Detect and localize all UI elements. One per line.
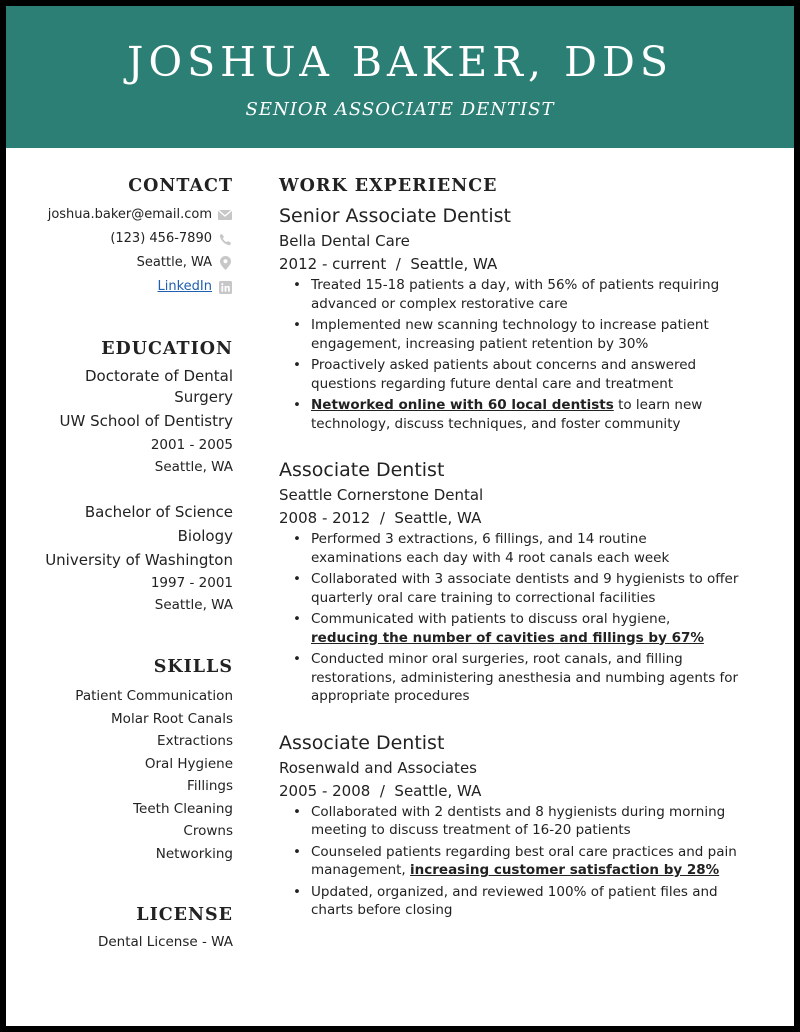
job-company: Seattle Cornerstone Dental [279,486,484,504]
skill-item: Teeth Cleaning [133,800,233,817]
job-company: Rosenwald and Associates [279,758,477,777]
envelope-icon [217,208,233,222]
job-dates: 2008 - 2012 / Seattle, WA [279,509,482,527]
skill-item: Fillings [187,778,233,794]
right-column [279,176,739,923]
job-bullet: • Performed 3 extractions, 6 fillings, and 14 routine examinations each day with 4 root canals each week [279,530,739,567]
work-experience-heading: WORK EXPERIENCE [279,176,498,196]
job-title: Associate Dentist [279,731,445,754]
job-bullet: • Implemented new scanning technology to increase patient engagement, increasing patient retention by 30% [279,316,739,353]
education-degree-cont: Surgery [174,388,233,406]
job-bullet: • Communicated with patients to discuss oral hygiene, reducing the number of cavities and fillings by 67% [279,610,739,647]
skills-heading: SKILLS [153,657,233,677]
job-bullet: • Counseled patients regarding best oral care practices and pain management, increasing customer satisfaction by 28% [279,843,739,880]
job-bullet: • Networked online with 60 local dentists to learn new technology, discuss techniques, and foster community [279,396,739,433]
license-heading: LICENSE [136,905,233,925]
left-column [26,176,233,954]
skill-item: Molar Root Canals [111,710,233,727]
education-entry [26,366,233,478]
job-bullets [279,276,739,433]
job-entry [279,730,739,920]
education-degree: Doctorate of Dental [84,367,233,385]
linkedin-icon [217,280,233,294]
job-dates: 2012 - current / Seattle, WA [279,255,498,273]
education-heading: EDUCATION [101,339,233,359]
job-bullet: • Updated, organized, and reviewed 100% of patient files and charts before closing [279,883,739,920]
candidate-subtitle: SENIOR ASSOCIATE DENTIST [245,99,555,120]
skill-item: Extractions [157,733,233,749]
candidate-name: JOSHUA BAKER, DDS [127,38,673,86]
job-bullet: • Proactively asked patients about concerns and answered questions regarding future dental care and treatment [279,356,739,393]
skill-item: Oral Hygiene [144,755,233,772]
education-school: UW School of Dentistry [59,412,233,430]
contact-location-row [26,251,233,275]
job-title: Associate Dentist [279,459,445,481]
contact-linkedin-row [26,275,233,299]
job-entry [279,203,739,433]
linkedin-link[interactable]: LinkedIn [157,279,212,294]
education-school: University of Washington [45,551,233,569]
job-bullets [279,530,739,706]
license-text: Dental License - WA [97,934,233,950]
skill-item: Networking [155,845,233,862]
skill-item: Patient Communication [75,688,233,704]
header-banner [6,6,794,148]
job-bullet: • Collaborated with 3 associate dentists and 9 hygienists to offer quarterly oral care training to correctional facilities [279,570,739,607]
map-pin-icon [217,256,233,270]
contact-email-row [26,203,233,227]
education-location: Seattle, WA [154,597,233,613]
phone-icon [217,232,233,246]
job-bullet: • Treated 15-18 patients a day, with 56% of patients requiring advanced or complex restorative care [279,276,739,313]
contact-location: Seattle, WA [136,255,212,270]
job-bullets [279,803,739,920]
education-location: Seattle, WA [154,459,233,475]
education-entry [26,502,233,616]
job-company: Bella Dental Care [279,232,410,250]
education-degree: Bachelor of Science [84,503,233,521]
contact-phone: (123) 456-7890 [110,231,212,246]
job-bullet: • Conducted minor oral surgeries, root canals, and filling restorations, administering anesthesia and numbing agents for appropriate procedures [279,650,739,706]
job-bullet: • Collaborated with 2 dentists and 8 hygienists during morning meeting to discuss treatment of 16-20 patients [279,803,739,840]
education-years: 2001 - 2005 [150,437,233,453]
education-years: 1997 - 2001 [150,575,233,591]
contact-phone-row [26,227,233,251]
contact-heading: CONTACT [128,176,233,196]
resume-page [6,6,794,1026]
job-title: Senior Associate Dentist [279,205,511,227]
skill-item: Crowns [183,823,233,839]
contact-email[interactable]: joshua.baker@email.com [47,207,212,222]
job-dates: 2005 - 2008 / Seattle, WA [279,781,482,800]
job-entry [279,457,739,706]
skills-list [26,685,233,865]
education-degree-cont: Biology [177,527,233,545]
